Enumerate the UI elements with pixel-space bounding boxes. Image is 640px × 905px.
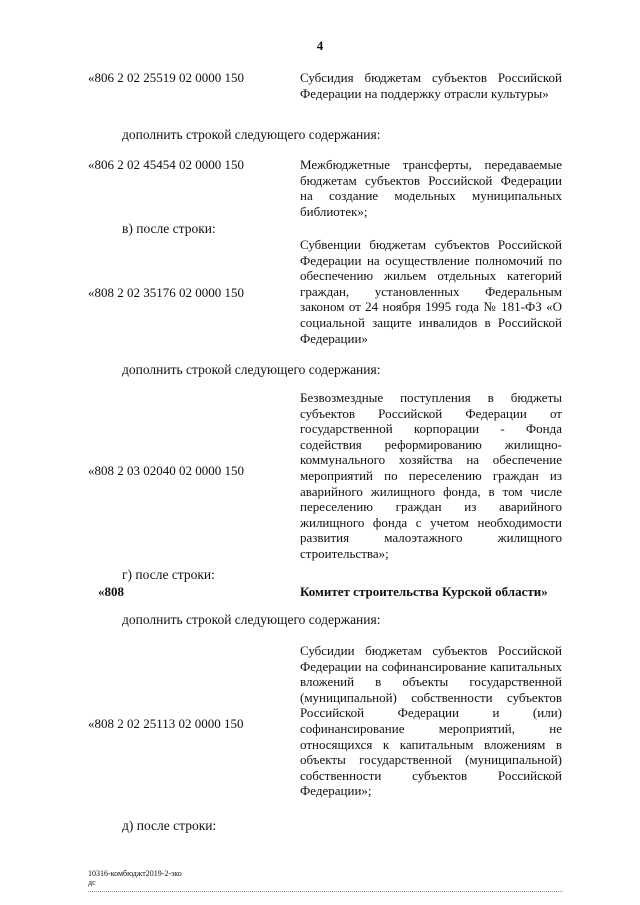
entry-name: Субсидии бюджетам субъектов Российской Федерации на софинансирование капитальных вложений в объекты государственной (муниципальной) собственности субъектов Российской Федерации и (или) софинансирование мероприятий, не относящихся к капитальным вложениям в объекты государственной (муниципальной) собственности субъектов Российской Федерации»; bbox=[300, 643, 562, 799]
entry-name: Субсидия бюджетам субъектов Российской Федерации на поддержку отрасли культуры» bbox=[300, 70, 562, 101]
instruction-after-line: г) после строки: bbox=[122, 567, 215, 582]
footer-initials: дс bbox=[88, 878, 96, 887]
entry-code: «806 2 02 25519 02 0000 150 bbox=[88, 70, 244, 85]
entry-name: Комитет строительства Курской области» bbox=[300, 584, 548, 599]
document-footer bbox=[88, 869, 182, 887]
instruction-add-line: дополнить строкой следующего содержания: bbox=[122, 612, 381, 627]
entry-code: «808 bbox=[98, 584, 124, 599]
entry-name: Безвозмездные поступления в бюджеты субъектов Российской Федерации от государственной корпорации - Фонда содействия реформированию жилищно-коммунального хозяйства на обеспечение мероприятий по переселению граждан из аварийного жилищного фонда, в том числе переселению граждан из аварийного жилищного фонда с учетом необходимости развития малоэтажного жилищного строительства»; bbox=[300, 390, 562, 561]
page-number: 4 bbox=[316, 38, 324, 53]
instruction-after-line: д) после строки: bbox=[122, 818, 217, 833]
entry-code: «808 2 02 25113 02 0000 150 bbox=[88, 716, 244, 731]
entry-name: Субвенции бюджетам субъектов Российской Федерации на осуществление полномочий по обеспечению жильем отдельных категорий граждан, установленных Федеральным законом от 24 ноября 1995 года № 181-ФЗ «О социальной защите инвалидов в Российской Федерации» bbox=[300, 237, 562, 346]
entry-name: Межбюджетные трансферты, передаваемые бюджетам субъектов Российской Федерации на создание модельных муниципальных библиотек»; bbox=[300, 157, 562, 219]
entry-code: «808 2 03 02040 02 0000 150 bbox=[88, 463, 244, 478]
footer-file-id: 10316-комбюджт2019-2-зко bbox=[88, 869, 182, 878]
instruction-add-line: дополнить строкой следующего содержания: bbox=[122, 362, 381, 377]
footer-divider bbox=[88, 891, 563, 892]
instruction-after-line: в) после строки: bbox=[122, 221, 216, 236]
instruction-add-line: дополнить строкой следующего содержания: bbox=[122, 127, 381, 142]
entry-code: «808 2 02 35176 02 0000 150 bbox=[88, 285, 244, 300]
entry-code: «806 2 02 45454 02 0000 150 bbox=[88, 157, 244, 172]
